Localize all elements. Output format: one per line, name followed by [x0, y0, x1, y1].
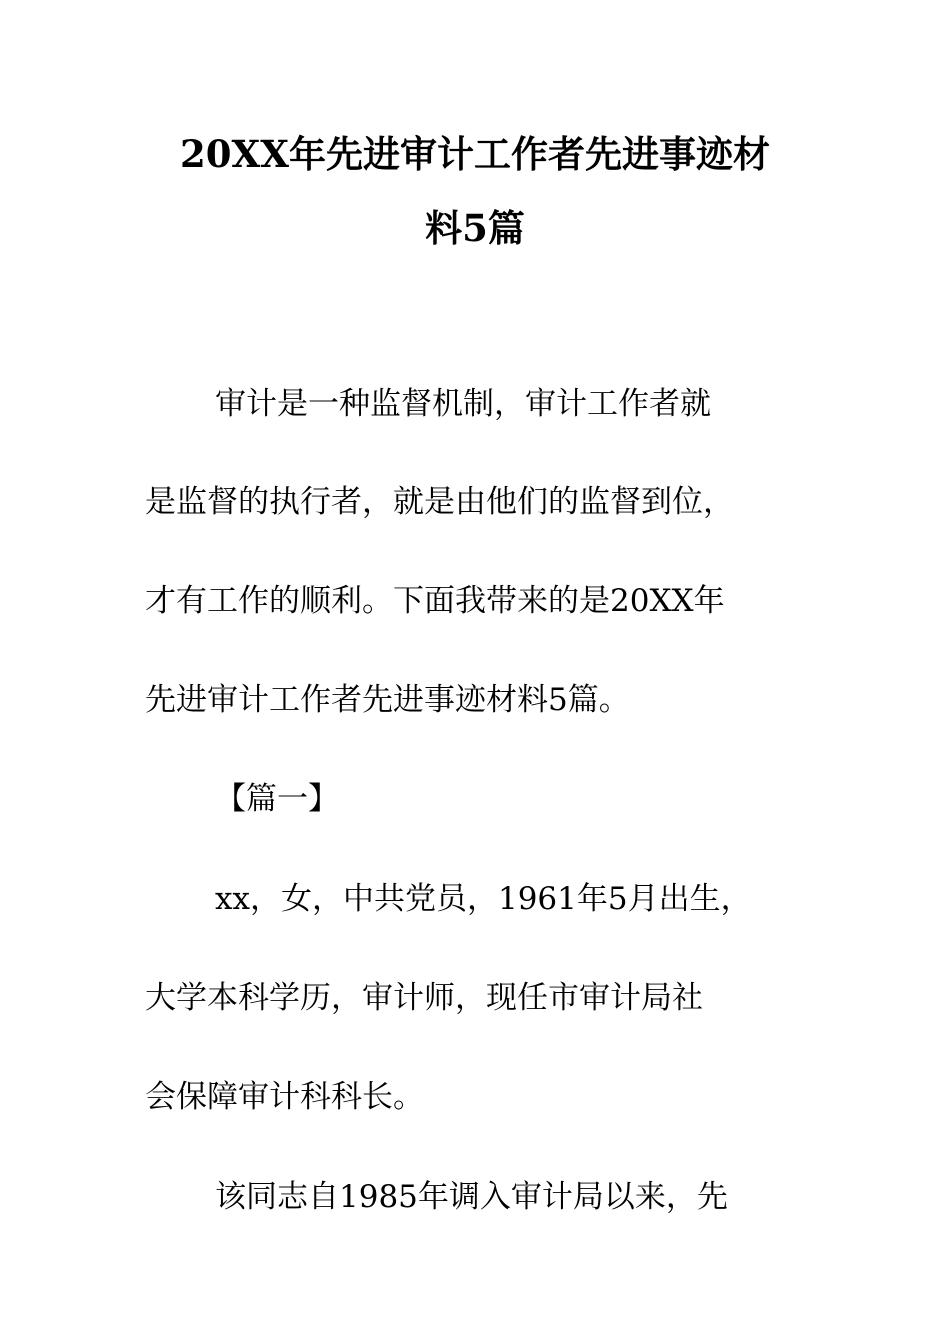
body-text-line: 是监督的执行者，就是由他们的监督到位， — [145, 484, 734, 520]
body-text-line: 会保障审计科科长。 — [145, 1079, 424, 1115]
body-text-line: xx，女，中共党员，1961年5月出生， — [215, 881, 752, 917]
body-text-line: 大学本科学历，审计师，现任市审计局社 — [145, 980, 703, 1016]
document-title-line-2: 料5篇 — [425, 206, 525, 250]
body-text-line: 才有工作的顺利。下面我带来的是20XX年 — [145, 583, 725, 619]
body-text-line: 审计是一种监督机制，审计工作者就 — [215, 386, 711, 422]
section-heading: 【篇一】 — [215, 781, 339, 817]
document-title-line-1: 20XX年先进审计工作者先进事迹材 — [180, 132, 770, 176]
body-text-line: 先进审计工作者先进事迹材料5篇。 — [145, 682, 630, 718]
body-text-line: 该同志自1985年调入审计局以来，先 — [215, 1179, 728, 1215]
